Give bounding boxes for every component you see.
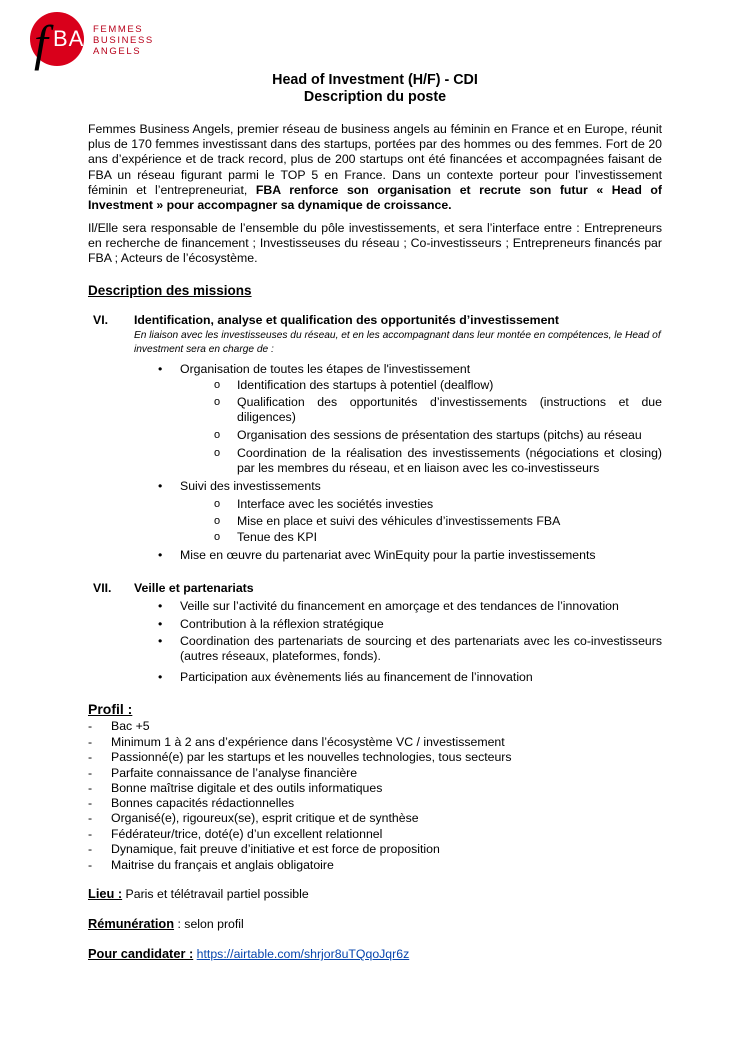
sub-bullet-icon: o bbox=[214, 498, 221, 510]
profil-item: Dynamique, fait preuve d’initiative et est force de proposition bbox=[111, 842, 440, 856]
bullet-item: Coordination des partenariats de sourcing et des partenariats avec les co-investisseurs (autres réseaux, plateformes, fonds). bbox=[180, 634, 662, 664]
remuneration-value: : selon profil bbox=[174, 917, 244, 931]
sub-bullet-icon: o bbox=[214, 379, 221, 391]
sub-bullet-item: Interface avec les sociétés investies bbox=[237, 497, 434, 511]
sub-bullet-item: Qualification des opportunités d’investissements (instructions et due diligences) bbox=[237, 395, 662, 425]
profil-item: Bac +5 bbox=[111, 719, 150, 733]
intro-paragraph-2 bbox=[88, 221, 662, 267]
sub-bullet-icon: o bbox=[214, 396, 221, 408]
sub-bullet-icon: o bbox=[214, 447, 221, 459]
page-title bbox=[0, 72, 750, 106]
profil-item: Fédérateur/trice, doté(e) d’un excellent relationnel bbox=[111, 827, 383, 841]
candidater-label: Pour candidater : bbox=[88, 946, 194, 961]
remuneration-line bbox=[88, 916, 244, 932]
bullet-icon: • bbox=[158, 362, 163, 376]
section-intro: En liaison avec les investisseuses du réseau, et en les accompagnant dans leur montée en compétences, le Head of investment sera en charge de : bbox=[134, 330, 661, 355]
dash-marker: - bbox=[88, 796, 93, 810]
dash-marker: - bbox=[88, 781, 93, 795]
bullet-item: Contribution à la réflexion stratégique bbox=[180, 617, 384, 631]
bullet-icon: • bbox=[158, 617, 163, 631]
lieu-label: Lieu : bbox=[88, 886, 123, 901]
dash-marker: - bbox=[88, 719, 93, 733]
bullet-icon: • bbox=[158, 548, 163, 562]
intro-text: Femmes Business Angels, premier réseau de business angels au féminin en France et en Europe, réunit plus de 170 femmes investissant dans des startups, portées par des hommes ou des femmes. Fort de 20 ans d’expérience et de track record, plus de 200 startups ont été financées et accompagnées faisant de FBA un réseau figurant parmi le TOP 5 en France. Dans un contexte porteur pour l’investissement féminin et l’entrepreneuriat, bbox=[88, 122, 662, 197]
bullet-icon: • bbox=[158, 479, 163, 493]
bullet-item: Organisation de toutes les étapes de l'investissement bbox=[180, 362, 471, 376]
profil-item: Bonne maîtrise digitale et des outils informatiques bbox=[111, 781, 383, 795]
profil-item: Minimum 1 à 2 ans d’expérience dans l’écosystème VC / investissement bbox=[111, 735, 505, 749]
logo-line-1: FEMMES bbox=[93, 24, 144, 35]
title-line-1: Head of Investment (H/F) - CDI bbox=[272, 72, 478, 88]
bullet-icon: • bbox=[158, 634, 163, 648]
section-title: Identification, analyse et qualification des opportunités d’investissement bbox=[134, 313, 560, 327]
sub-bullet-item: Organisation des sessions de présentation des startups (pitchs) au réseau bbox=[237, 428, 642, 442]
section-title: Veille et partenariats bbox=[134, 581, 254, 595]
dash-marker: - bbox=[88, 735, 93, 749]
profil-item: Bonnes capacités rédactionnelles bbox=[111, 796, 295, 810]
candidater-line bbox=[88, 946, 409, 962]
bullet-item: Mise en œuvre du partenariat avec WinEquity pour la partie investissements bbox=[180, 548, 596, 562]
candidater-link[interactable]: https://airtable.com/shrjor8uTQqoJqr6z bbox=[196, 947, 410, 961]
lieu-value: Paris et télétravail partiel possible bbox=[122, 887, 309, 901]
profil-item: Passionné(e) par les startups et les nouvelles technologies, tous secteurs bbox=[111, 750, 512, 764]
lieu-line bbox=[88, 886, 309, 902]
sub-bullet-item: Coordination de la réalisation des investissements (négociations et closing) par les membres du réseau, et en liaison avec les co-investisseurs bbox=[237, 446, 662, 476]
sub-bullet-item: Tenue des KPI bbox=[237, 530, 317, 544]
sub-bullet-item: Mise en place et suivi des véhicules d’investissements FBA bbox=[237, 514, 561, 528]
sub-bullet-item: Identification des startups à potentiel (dealflow) bbox=[237, 378, 494, 392]
logo-line-2: BUSINESS bbox=[93, 35, 154, 46]
dash-marker: - bbox=[88, 766, 93, 780]
profil-heading: Profil : bbox=[88, 701, 133, 717]
intro-bold-text: FBA renforce son organisation et recrute son futur « Head of Investment » pour accompagner sa dynamique de croissance. bbox=[88, 182, 662, 213]
bullet-item: Suivi des investissements bbox=[180, 479, 321, 493]
fba-logo bbox=[30, 12, 170, 70]
logo-line-3: ANGELS bbox=[93, 46, 142, 57]
sub-bullet-icon: o bbox=[214, 429, 221, 441]
logo-wordmark bbox=[93, 24, 154, 57]
section-number: VII. bbox=[93, 581, 112, 595]
bullet-item: Veille sur l’activité du financement en amorçage et des tendances de l’innovation bbox=[180, 599, 619, 613]
intro-text-2: Il/Elle sera responsable de l’ensemble du pôle investissements, et sera l’interface entre : Entrepreneurs en recherche de financement ; Investisseuses du réseau ; Co-investisseurs ; Entrepreneurs financés par FBA ; Acteurs de l’écosystème. bbox=[88, 221, 662, 266]
profil-item: Organisé(e), rigoureux(se), esprit critique et de synthèse bbox=[111, 811, 419, 825]
title-line-2: Description du poste bbox=[303, 89, 447, 105]
bullet-icon: • bbox=[158, 670, 163, 684]
intro-paragraph-1 bbox=[88, 122, 662, 213]
dash-marker: - bbox=[88, 858, 93, 872]
profil-item: Maitrise du français et anglais obligatoire bbox=[111, 858, 334, 872]
remuneration-label: Rémunération bbox=[88, 916, 175, 931]
section-number: VI. bbox=[93, 313, 109, 327]
sub-bullet-icon: o bbox=[214, 515, 221, 527]
sub-bullet-icon: o bbox=[214, 531, 221, 543]
profil-item: Parfaite connaissance de l’analyse financière bbox=[111, 766, 358, 780]
dash-marker: - bbox=[88, 842, 93, 856]
logo-letter-f: f bbox=[34, 15, 48, 71]
dash-marker: - bbox=[88, 811, 93, 825]
logo-letters-ba: BA bbox=[53, 26, 85, 51]
dash-marker: - bbox=[88, 827, 93, 841]
bullet-item: Participation aux évènements liés au financement de l’innovation bbox=[180, 670, 533, 684]
missions-heading: Description des missions bbox=[88, 283, 252, 298]
dash-marker: - bbox=[88, 750, 93, 764]
bullet-icon: • bbox=[158, 599, 163, 613]
